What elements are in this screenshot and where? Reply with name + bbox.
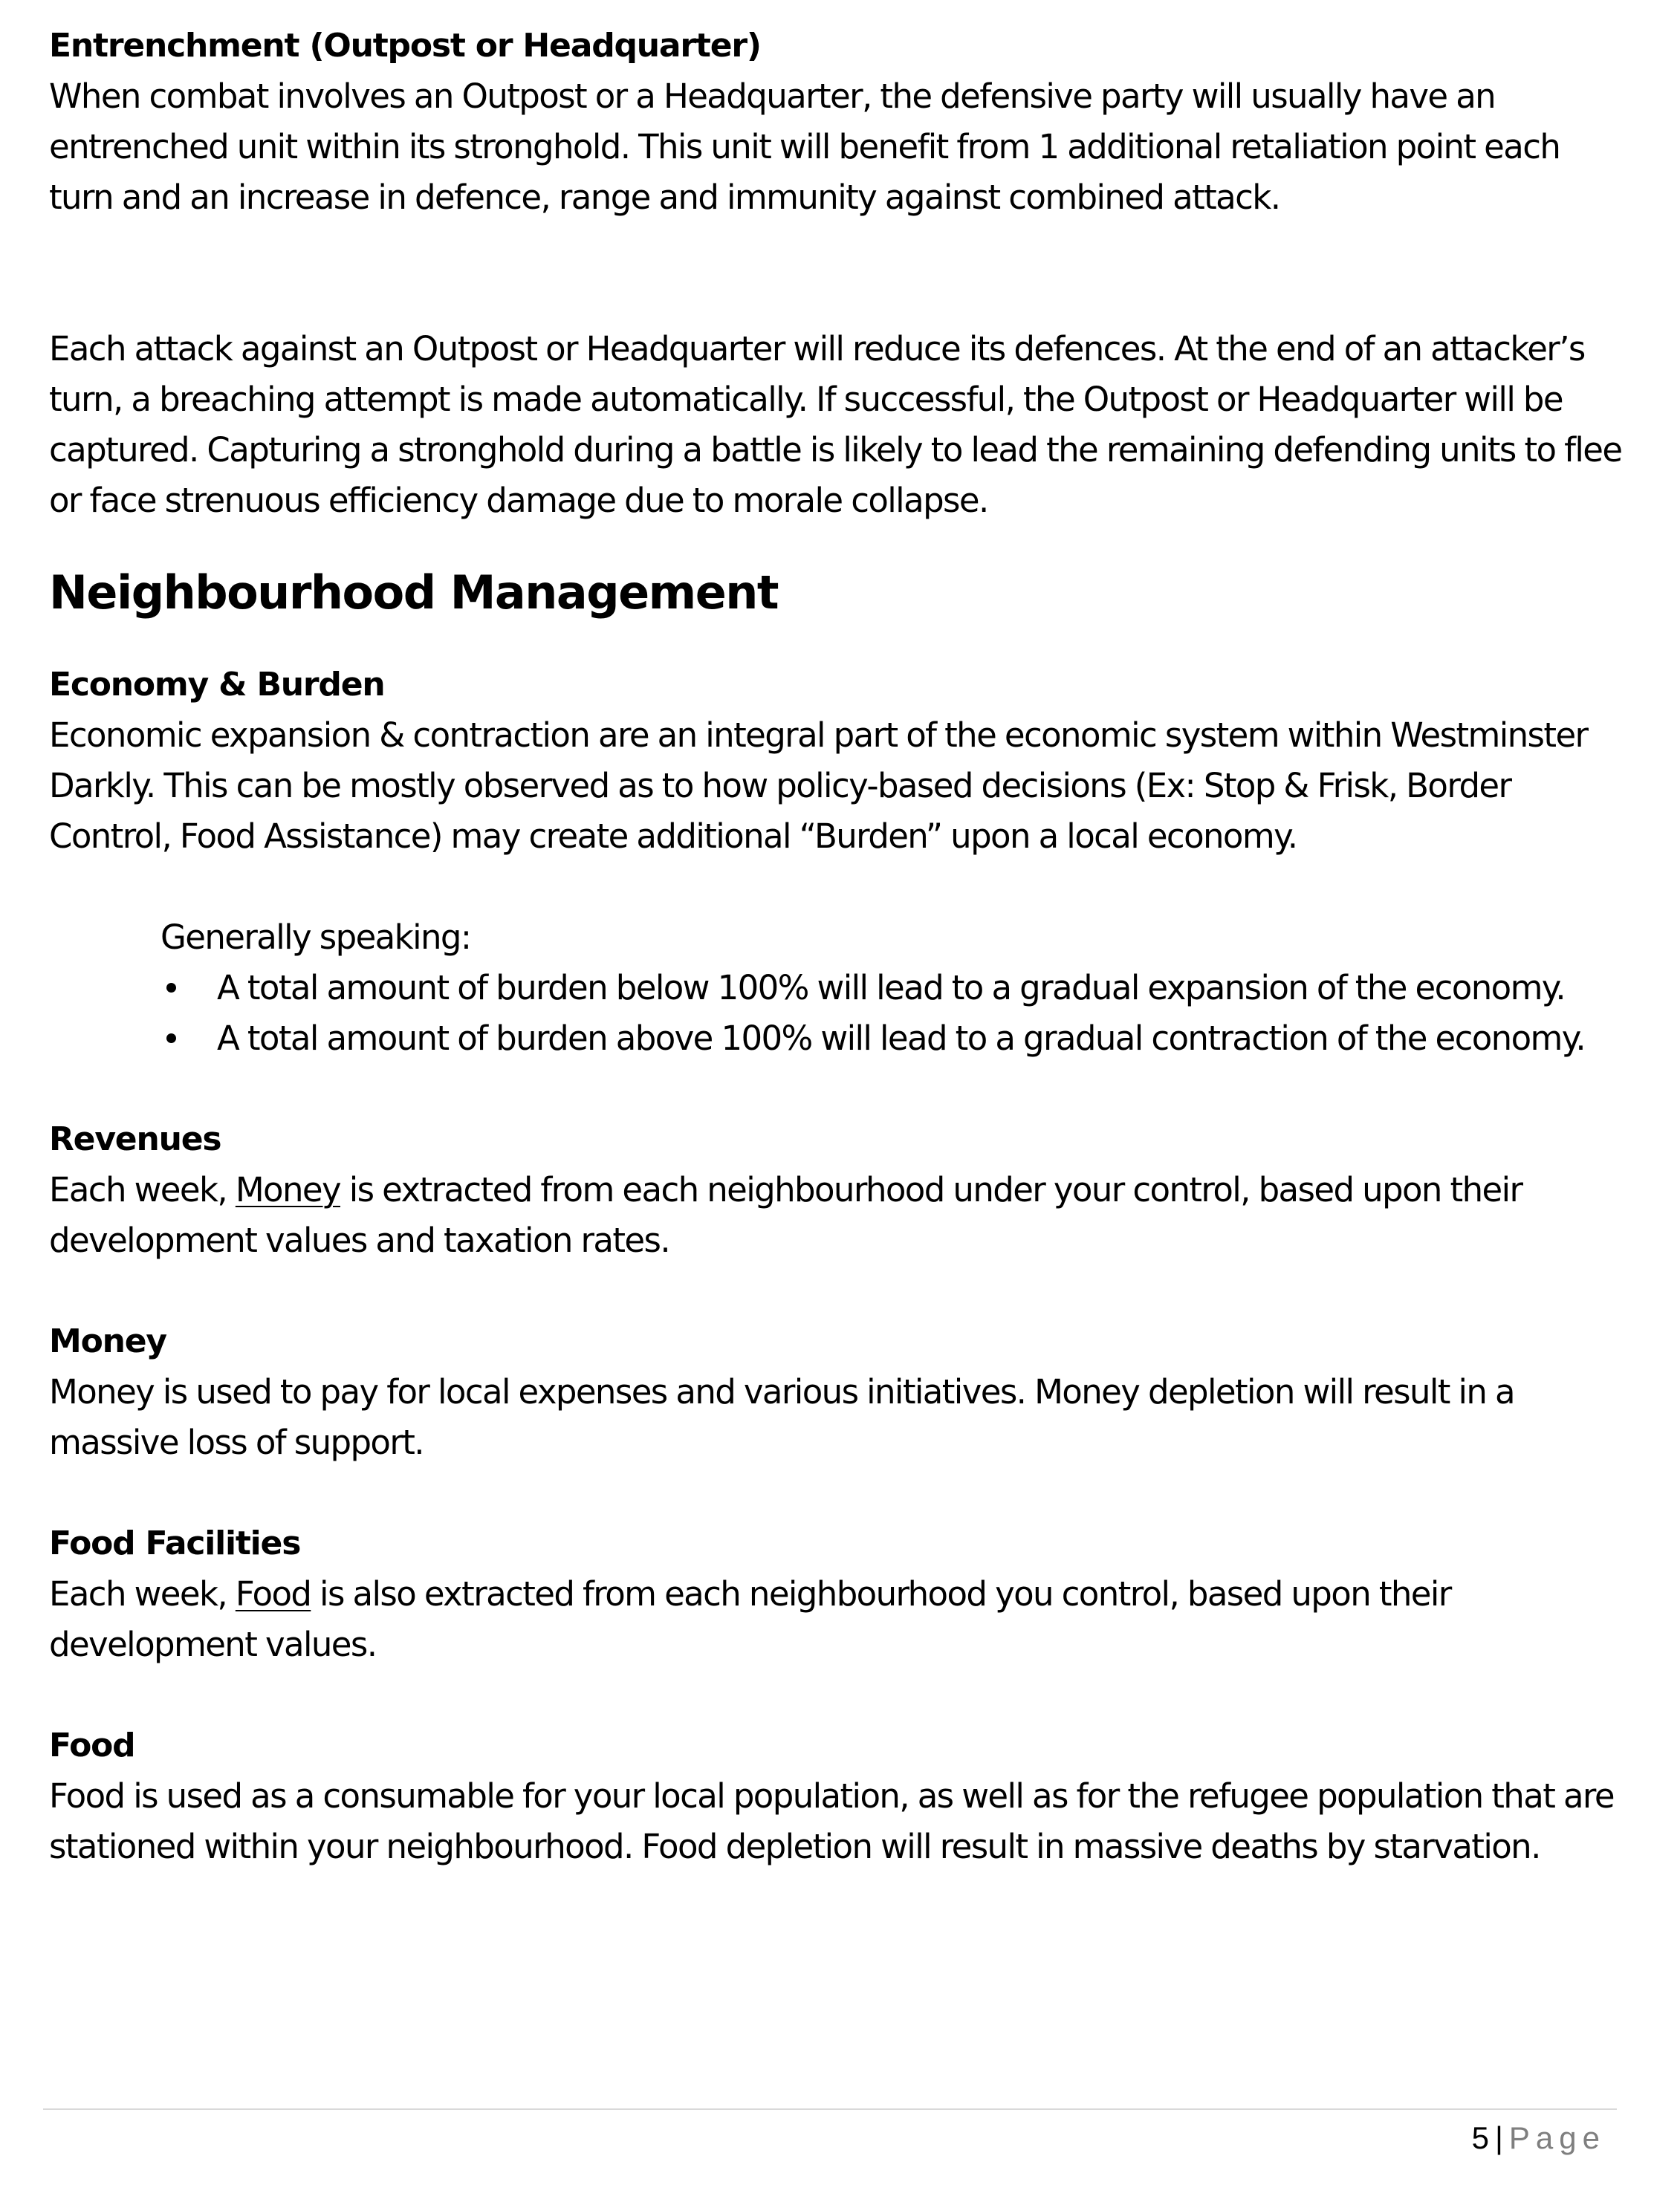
money-heading: Money [49, 1322, 166, 1360]
burden-bullet-list [160, 963, 1624, 1064]
bullet-icon [166, 1033, 176, 1043]
economy-burden-heading: Economy & Burden [49, 666, 385, 704]
entrenchment-paragraph-2: Each attack against an Outpost or Headquarter will reduce its defences. At the end of an attacker’s turn, a breaching attempt is made automatically. If successful, the Outpost or Headquarter will be captured. Capturing a stronghold during a battle is likely to lead the remaining defending units to flee or face strenuous efficiency damage due to morale collapse. [49, 329, 1622, 520]
food-facilities-text-pre: Each week, [49, 1574, 236, 1614]
list-item-text: A total amount of burden above 100% will lead to a gradual contraction of the economy. [217, 1019, 1586, 1058]
bullet-icon [166, 983, 176, 993]
page-label: Page [1508, 2120, 1606, 2155]
document-page [49, 21, 1624, 1872]
food-paragraph: Food is used as a consumable for your local population, as well as for the refugee population that are stationed within your neighbourhood. Food depletion will result in massive deaths by starvation. [49, 1776, 1614, 1866]
entrenchment-paragraph-1: When combat involves an Outpost or a Headquarter, the defensive party will usually have an entrenched unit within its stronghold. This unit will benefit from 1 additional retaliation point each turn and an increase in defence, range and immunity against combined attack. [49, 77, 1560, 217]
food-heading: Food [49, 1727, 135, 1764]
list-intro: Generally speaking: [160, 918, 471, 957]
entrenchment-heading: Entrenchment (Outpost or Headquarter) [49, 27, 761, 65]
economy-burden-paragraph: Economic expansion & contraction are an integral part of the economic system within Westminster Darkly. This can be mostly observed as to how policy-based decisions (Ex: Stop & Frisk, Border Control, Food Assistance) may create additional “Burden” upon a local economy. [49, 715, 1588, 856]
page-number: 5 [1471, 2120, 1489, 2155]
revenues-paragraph [49, 1165, 1624, 1266]
revenues-text-pre: Each week, [49, 1170, 236, 1209]
food-link[interactable]: Food [235, 1574, 311, 1614]
food-facilities-text-post: is also extracted from each neighbourhood you control, based upon their development values. [49, 1574, 1451, 1664]
food-facilities-paragraph [49, 1569, 1624, 1670]
burden-list-block [160, 912, 1624, 1064]
list-item [160, 963, 1624, 1013]
list-item [160, 1013, 1624, 1064]
list-item-text: A total amount of burden below 100% will lead to a gradual expansion of the economy. [217, 968, 1566, 1007]
neighbourhood-management-title: Neighbourhood Management [49, 565, 779, 620]
money-paragraph: Money is used to pay for local expenses and various initiatives. Money depletion will result in a massive loss of support. [49, 1372, 1515, 1462]
page-footer [1472, 2117, 1606, 2159]
revenues-text-post: is extracted from each neighbourhood under your control, based upon their development values and taxation rates. [49, 1170, 1522, 1260]
footer-divider [43, 2108, 1617, 2110]
food-facilities-heading: Food Facilities [49, 1524, 301, 1562]
footer-separator: | [1494, 2120, 1503, 2155]
money-link[interactable]: Money [235, 1170, 341, 1209]
revenues-heading: Revenues [49, 1120, 221, 1158]
